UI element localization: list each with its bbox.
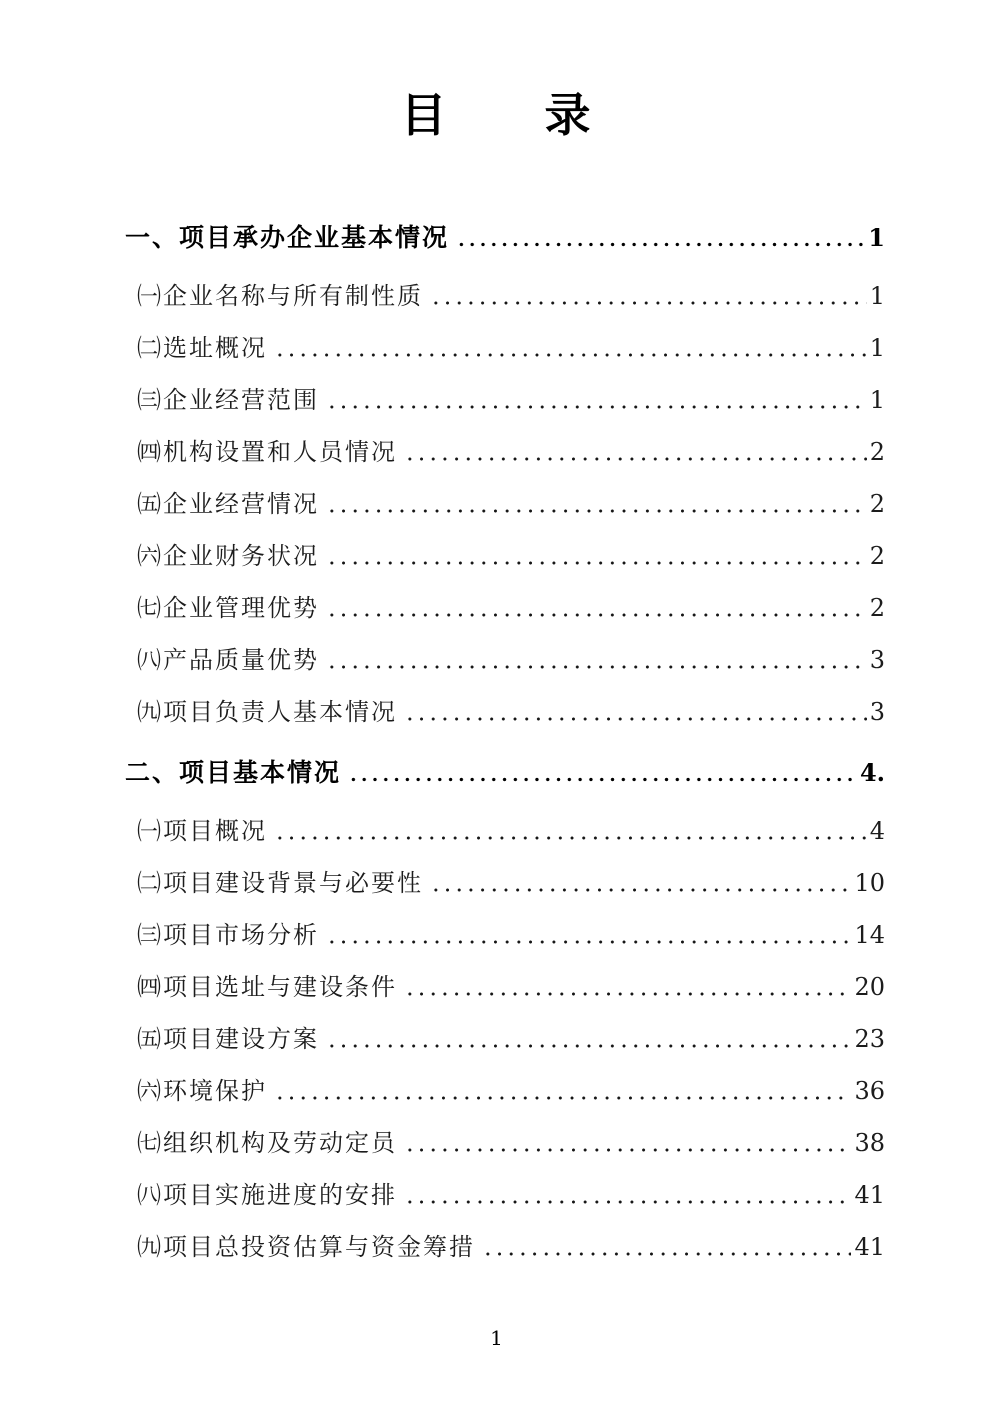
dot-leader bbox=[326, 595, 867, 621]
dot-leader bbox=[404, 974, 851, 1000]
toc-entry[interactable] bbox=[125, 699, 885, 725]
toc-entry-page: 2 bbox=[869, 490, 885, 518]
dot-leader bbox=[326, 1026, 851, 1052]
toc-entry[interactable] bbox=[125, 439, 885, 465]
dot-leader bbox=[348, 760, 857, 786]
dot-leader bbox=[274, 1078, 851, 1104]
dot-leader bbox=[430, 283, 867, 309]
dot-leader bbox=[326, 491, 867, 517]
dot-leader bbox=[404, 439, 867, 465]
toc-entry[interactable] bbox=[125, 1078, 885, 1104]
dot-leader bbox=[326, 647, 867, 673]
toc-entry-label: ㈣项目选址与建设条件 bbox=[137, 973, 397, 1001]
toc-entry-label: ㈧项目实施进度的安排 bbox=[137, 1181, 397, 1209]
toc-entry[interactable] bbox=[125, 335, 885, 361]
dot-leader bbox=[404, 1130, 851, 1156]
toc-entry[interactable] bbox=[125, 1182, 885, 1208]
toc-entry[interactable] bbox=[125, 543, 885, 569]
dot-leader bbox=[404, 1182, 851, 1208]
toc-entry-label: ㈠项目概况 bbox=[137, 817, 267, 845]
dot-leader bbox=[326, 543, 867, 569]
toc-entry-page: 38 bbox=[854, 1129, 885, 1157]
toc-entry[interactable] bbox=[125, 387, 885, 413]
toc-entry-label: ㈢企业经营范围 bbox=[137, 386, 319, 414]
dot-leader bbox=[430, 870, 851, 896]
toc-entry[interactable] bbox=[125, 974, 885, 1000]
toc-entry-label: ㈥企业财务状况 bbox=[137, 542, 319, 570]
toc-entry-page: 20 bbox=[854, 973, 885, 1001]
table-of-contents bbox=[125, 216, 885, 1286]
toc-entry-page: 4 bbox=[869, 817, 885, 845]
toc-entry-label: ㈠企业名称与所有制性质 bbox=[137, 282, 423, 310]
toc-entry-label: ㈨项目总投资估算与资金筹措 bbox=[137, 1233, 475, 1261]
toc-entry-page: 2 bbox=[869, 594, 885, 622]
toc-entry-page: 1 bbox=[869, 386, 885, 414]
toc-entry-label: ㈡项目建设背景与必要性 bbox=[137, 869, 423, 897]
toc-entry[interactable] bbox=[125, 491, 885, 517]
toc-entry-label: ㈡选址概况 bbox=[137, 334, 267, 362]
toc-entry-label: ㈨项目负责人基本情况 bbox=[137, 698, 397, 726]
toc-entry[interactable] bbox=[125, 1130, 885, 1156]
toc-entry-page: 23 bbox=[854, 1025, 885, 1053]
toc-entry-label: ㈤项目建设方案 bbox=[137, 1025, 319, 1053]
footer-page-number: 1 bbox=[490, 1326, 503, 1350]
toc-entry-page: 41 bbox=[854, 1233, 885, 1261]
toc-entry-page: 1 bbox=[868, 223, 885, 252]
toc-entry-page: 2 bbox=[869, 438, 885, 466]
toc-entry-label: ㈣机构设置和人员情况 bbox=[137, 438, 397, 466]
toc-entry[interactable] bbox=[125, 870, 885, 896]
toc-entry[interactable] bbox=[125, 283, 885, 309]
toc-entry[interactable] bbox=[125, 760, 885, 786]
toc-entry[interactable] bbox=[125, 595, 885, 621]
toc-entry[interactable] bbox=[125, 1026, 885, 1052]
toc-entry-label: ㈢项目市场分析 bbox=[137, 921, 319, 949]
toc-entry-label: ㈥环境保护 bbox=[137, 1077, 267, 1105]
toc-entry-page: 14 bbox=[854, 921, 885, 949]
toc-entry-page: 1 bbox=[869, 334, 885, 362]
toc-entry-page: 4. bbox=[859, 758, 885, 787]
toc-title: 目 录 bbox=[400, 88, 593, 142]
toc-entry[interactable] bbox=[125, 818, 885, 844]
toc-entry-page: 41 bbox=[854, 1181, 885, 1209]
toc-entry-page: 10 bbox=[854, 869, 885, 897]
toc-entry-label: ㈦组织机构及劳动定员 bbox=[137, 1129, 397, 1157]
dot-leader bbox=[456, 225, 865, 251]
dot-leader bbox=[274, 818, 867, 844]
toc-entry-label: ㈧产品质量优势 bbox=[137, 646, 319, 674]
toc-entry-label: 一、项目承办企业基本情况 bbox=[125, 223, 450, 252]
toc-entry-label: 二、项目基本情况 bbox=[125, 758, 342, 787]
toc-entry-page: 2 bbox=[869, 542, 885, 570]
toc-entry[interactable] bbox=[125, 647, 885, 673]
toc-entry-page: 1 bbox=[869, 282, 885, 310]
toc-entry-page: 3 bbox=[869, 698, 885, 726]
toc-entry-page: 3 bbox=[869, 646, 885, 674]
toc-entry[interactable] bbox=[125, 1234, 885, 1260]
toc-entry-label: ㈤企业经营情况 bbox=[137, 490, 319, 518]
toc-entry-page: 36 bbox=[854, 1077, 885, 1105]
dot-leader bbox=[482, 1234, 851, 1260]
dot-leader bbox=[326, 922, 851, 948]
toc-entry[interactable] bbox=[125, 922, 885, 948]
dot-leader bbox=[404, 699, 867, 725]
dot-leader bbox=[274, 335, 867, 361]
toc-entry-label: ㈦企业管理优势 bbox=[137, 594, 319, 622]
dot-leader bbox=[326, 387, 867, 413]
toc-entry[interactable] bbox=[125, 225, 885, 251]
